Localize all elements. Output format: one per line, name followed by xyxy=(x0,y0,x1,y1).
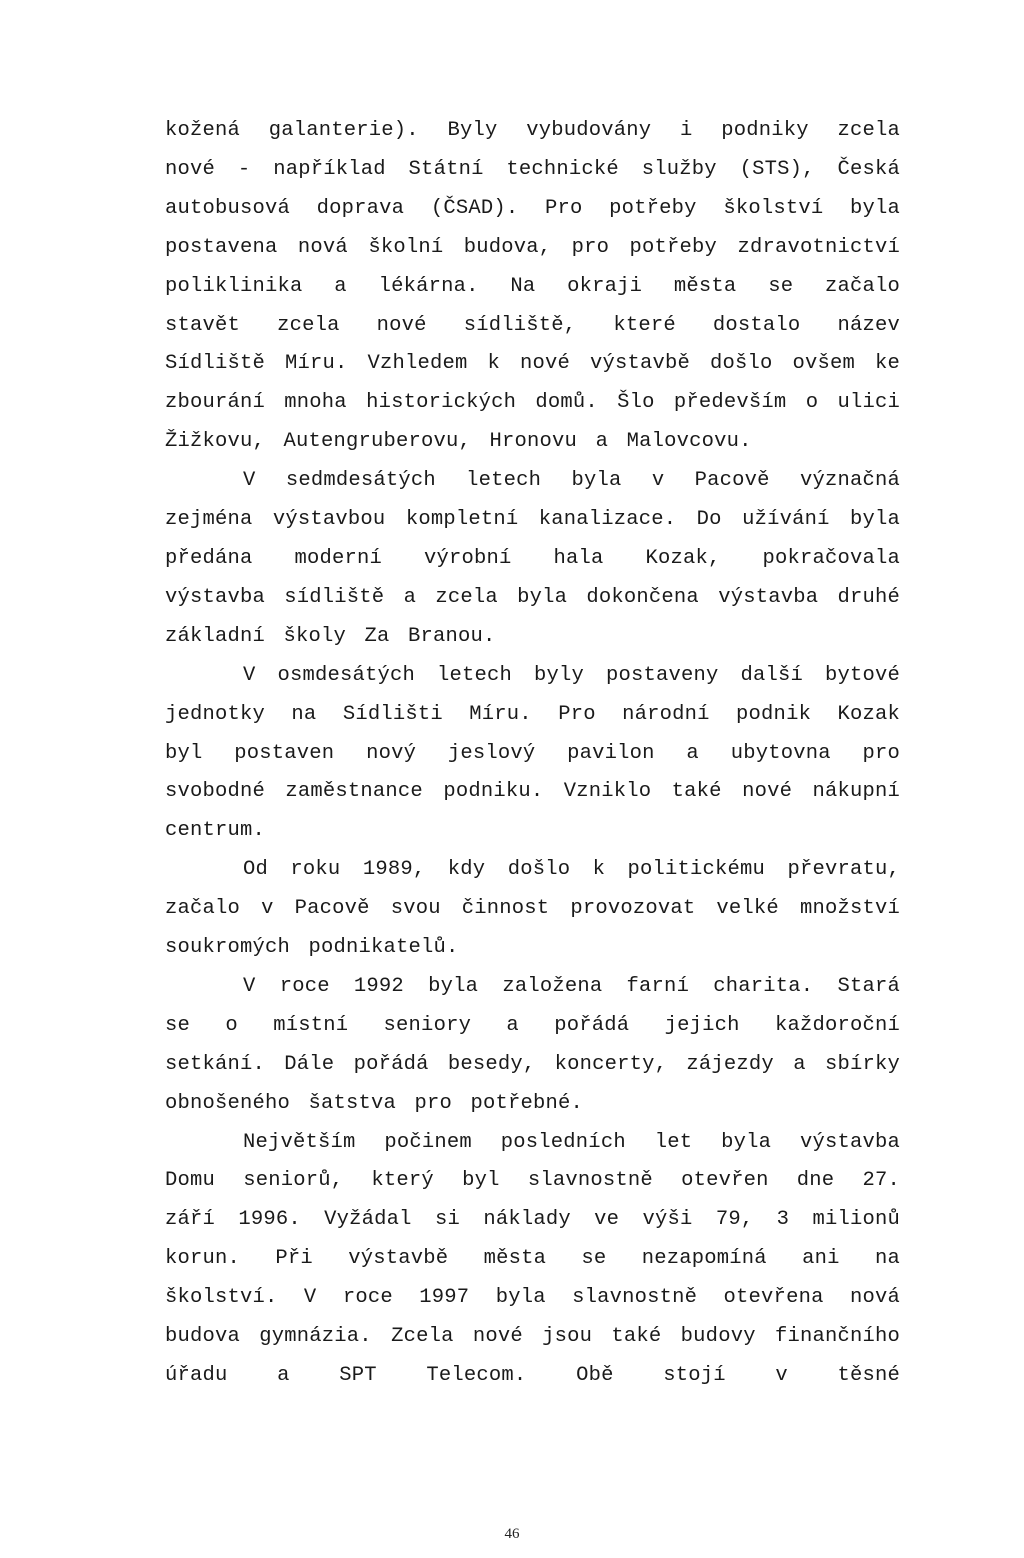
paragraph-3: V osmdesátých letech byly postaveny další bytové jednotky na Sídlišti Míru. Pro národní podnik Kozak byl postaven nový jeslový pavilon a ubytovna pro svobodné zaměstnance podniku. Vzniklo také nové nákupní centrum. xyxy=(165,663,900,843)
paragraph-6: Největším počinem posledních let byla výstavba Domu seniorů, který byl slavnostně otevřen dne 27. září 1996. Vyžádal si náklady ve výši 79, 3 milionů korun. Při výstavbě města se nezapomíná ani na školství. V roce 1997 byla slavnostně otevřena nová budova gymnázia. Zcela nové jsou také budovy finančního úřadu a SPT Telecom. Obě stojí v těsné xyxy=(165,1130,900,1387)
paragraph-5: V roce 1992 byla založena farní charita. Stará se o místní seniory a pořádá jejich každoroční setkání. Dále pořádá besedy, koncerty, zájezdy a sbírky obnošeného šatstva pro potřebné. xyxy=(165,974,900,1115)
paragraph-1: kožená galanterie). Byly vybudovány i podniky zcela nové - například Státní technické služby (STS), Česká autobusová doprava (ČSAD). Pro potřeby školství byla postavena nová školní budova, pro potřeby zdravotnictví poliklinika a lékárna. Na okraji města se začalo stavět zcela nové sídliště, které dostalo název Sídliště Míru. Vzhledem k nové výstavbě došlo ovšem ke zbourání mnoha historických domů. Šlo především o ulici Žižkovu, Autengruberovu, Hronovu a Malovcovu. xyxy=(165,119,900,454)
paragraph-4: Od roku 1989, kdy došlo k politickému převratu, začalo v Pacově svou činnost provozovat velké množství soukromých podnikatelů. xyxy=(165,858,900,960)
page-number: 46 xyxy=(504,1526,520,1542)
paragraph-2: V sedmdesátých letech byla v Pacově význačná zejména výstavbou kompletní kanalizace. Do užívání byla předána moderní výrobní hala Kozak, pokračovala výstavba sídliště a zcela byla dokončena výstavba druhé základní školy Za Branou. xyxy=(165,469,900,648)
body-text xyxy=(165,112,900,1396)
